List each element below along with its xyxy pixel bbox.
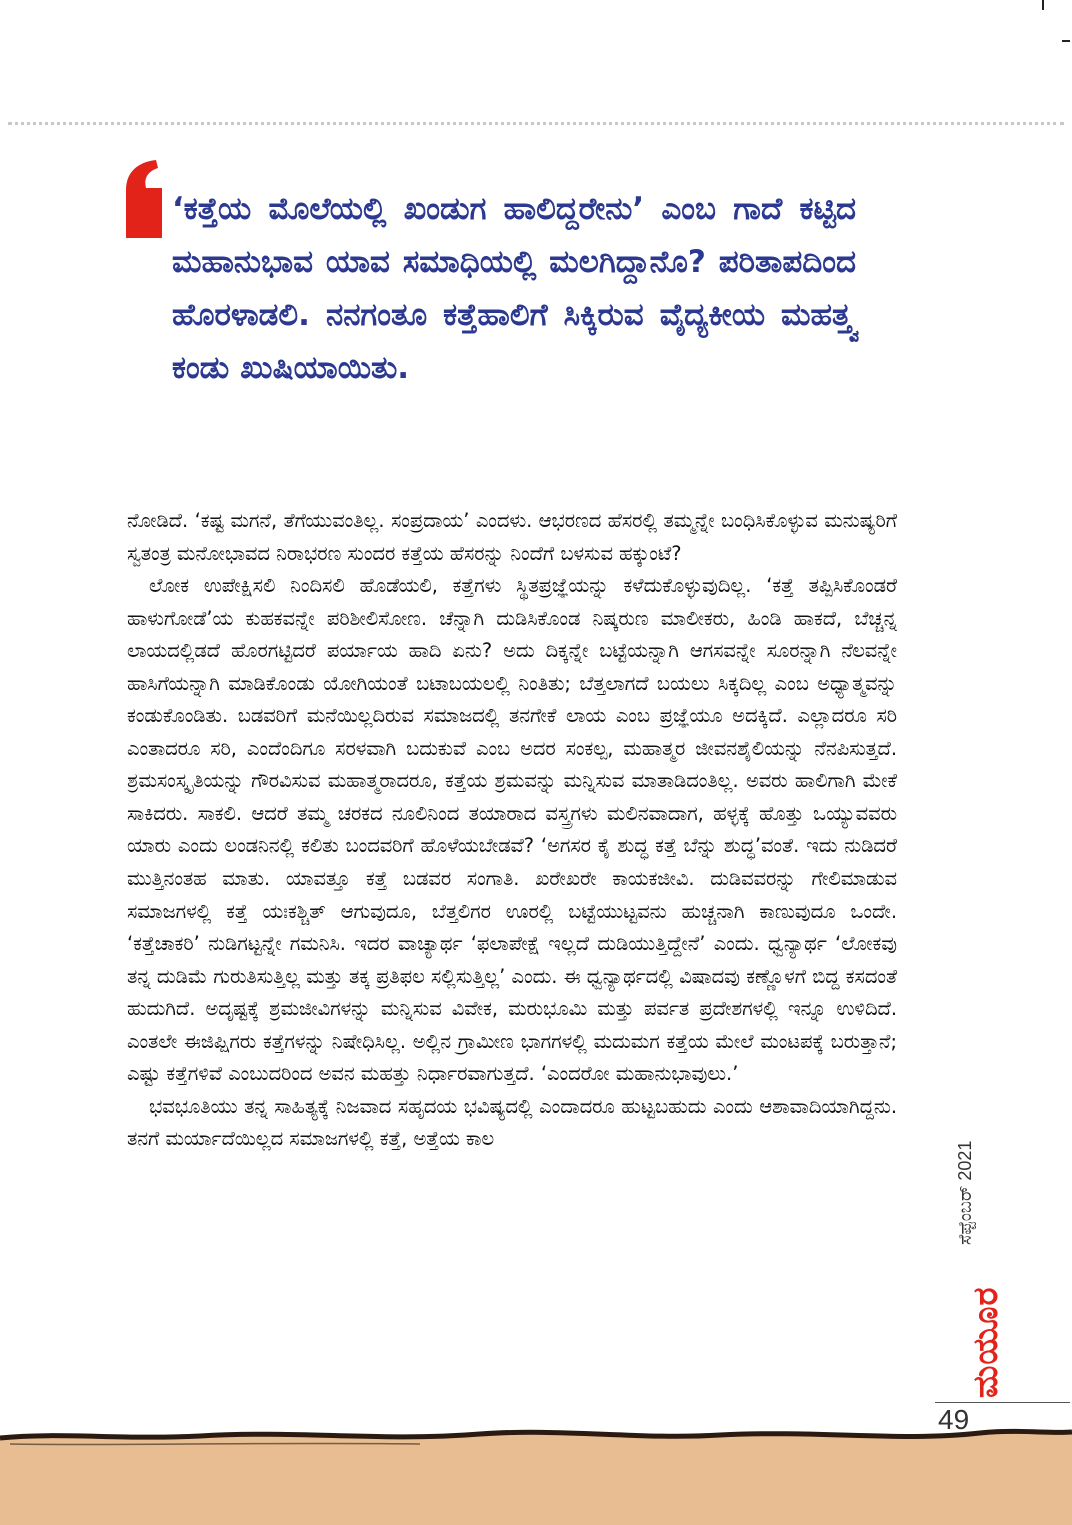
- quote-mark-icon: [122, 160, 168, 238]
- issue-date-label: ಸೆಪ್ಟೆಂಬರ್ 2021: [955, 1140, 975, 1245]
- page-number-rule: [935, 1402, 1070, 1403]
- issue-date: [943, 1095, 975, 1245]
- decorative-bottom-band: [0, 1420, 1072, 1525]
- paragraph-3: ಭವಭೂತಿಯು ತನ್ನ ಸಾಹಿತ್ಯಕ್ಕೆ ನಿಜವಾದ ಸಹೃದಯ ಭವಿಷ್ಯದಲ್ಲಿ ಎಂದಾದರೂ ಹುಟ್ಟಬಹುದು ಎಂದು ಆಶಾವಾದಿಯಾಗಿದ್ದನು. ತನಗೆ ಮರ್ಯಾದೆಯಿಲ್ಲದ ಸಮಾಜಗಳಲ್ಲಿ ಕತ್ತೆ, ಅತ್ತೆಯ ಕಾಲ: [127, 1094, 897, 1151]
- article-body: [127, 505, 897, 1156]
- crop-mark-right-top: [1062, 40, 1070, 42]
- top-dotted-divider: [8, 122, 1064, 125]
- magazine-logo: [928, 1238, 1006, 1398]
- paragraph-1: ನೋಡಿದೆ. ‘ಕಷ್ಟ ಮಗನೆ, ತೆಗೆಯುವಂತಿಲ್ಲ. ಸಂಪ್ರದಾಯ’ ಎಂದಳು. ಆಭರಣದ ಹೆಸರಲ್ಲಿ ತಮ್ಮನ್ನೇ ಬಂಧಿಸಿಕೊಳ್ಳುವ ಮನುಷ್ಯರಿಗೆ ಸ್ವತಂತ್ರ ಮನೋಭಾವದ ನಿರಾಭರಣ ಸುಂದರ ಕತ್ತೆಯ ಹೆಸರನ್ನು ನಿಂದೆಗೆ ಬಳಸುವ ಹಕ್ಕುಂಟೆ?: [127, 509, 897, 565]
- magazine-logo-text: ಮಯೂರ: [966, 1286, 1006, 1398]
- crop-mark-top-right: [1042, 0, 1044, 10]
- page-number: 49: [938, 1404, 970, 1435]
- paragraph-2: ಲೋಕ ಉಪೇಕ್ಷಿಸಲಿ ನಿಂದಿಸಲಿ ಹೊಡೆಯಲಿ, ಕತ್ತೆಗಳು ಸ್ಥಿತಪ್ರಜ್ಞೆಯನ್ನು ಕಳೆದುಕೊಳ್ಳುವುದಿಲ್ಲ. ‘ಕತ್ತೆ ತಪ್ಪಿಸಿಕೊಂಡರೆ ಹಾಳುಗೋಡೆ’ಯ ಕುಹಕವನ್ನೇ ಪರಿಶೀಲಿಸೋಣ. ಚೆನ್ನಾಗಿ ದುಡಿಸಿಕೊಂಡ ನಿಷ್ಕರುಣ ಮಾಲೀಕರು, ಹಿಂಡಿ ಹಾಕದೆ, ಬೆಚ್ಚನ್ನ ಲಾಯದಲ್ಲಿಡದೆ ಹೊರಗಟ್ಟಿದರೆ ಪರ್ಯಾಯ ಹಾದಿ ಏನು? ಅದು ದಿಕ್ಕನ್ನೇ ಬಟ್ಟೆಯನ್ನಾಗಿ ಆಗಸವನ್ನೇ ಸೂರನ್ನಾಗಿ ನೆಲವನ್ನೇ ಹಾಸಿಗೆಯನ್ನಾಗಿ ಮಾಡಿಕೊಂಡು ಯೋಗಿಯಂತೆ ಬಟಾಬಯಲಲ್ಲಿ ನಿಂತಿತು; ಬೆತ್ತಲಾಗದೆ ಬಯಲು ಸಿಕ್ಕದಿಲ್ಲ ಎಂಬ ಅಧ್ಯಾತ್ಮವನ್ನು ಕಂಡುಕೊಂಡಿತು. ಬಡವರಿಗೆ ಮನೆಯಿಲ್ಲದಿರುವ ಸಮಾಜದಲ್ಲಿ ತನಗೇಕೆ ಲಾಯ ಎಂಬ ಪ್ರಜ್ಞೆಯೂ ಅದಕ್ಕಿದೆ. ಎಲ್ಲಾದರೂ ಸರಿ ಎಂತಾದರೂ ಸರಿ, ಎಂದೆಂದಿಗೂ ಸರಳವಾಗಿ ಬದುಕುವೆ ಎಂಬ ಅದರ ಸಂಕಲ್ಪ, ಮಹಾತ್ಮರ ಜೀವನಶೈಲಿಯನ್ನು ನೆನಪಿಸುತ್ತದೆ. ಶ್ರಮಸಂಸ್ಕೃತಿಯನ್ನು ಗೌರವಿಸುವ ಮಹಾತ್ಮರಾದರೂ, ಕತ್ತೆಯ ಶ್ರಮವನ್ನು ಮನ್ನಿಸುವ ಮಾತಾಡಿದಂತಿಲ್ಲ. ಅವರು ಹಾಲಿಗಾಗಿ ಮೇಕೆ ಸಾಕಿದರು. ಸಾಕಲಿ. ಆದರೆ ತಮ್ಮ ಚರಕದ ನೂಲಿನಿಂದ ತಯಾರಾದ ವಸ್ತ್ರಗಳು ಮಲಿನವಾದಾಗ, ಹಳ್ಳಕ್ಕೆ ಹೊತ್ತು ಒಯ್ಯುವವರು ಯಾರು ಎಂದು ಲಂಡನಿನಲ್ಲಿ ಕಲಿತು ಬಂದವರಿಗೆ ಹೊಳೆಯಬೇಡವೆ? ‘ಅಗಸರ ಕೈ ಶುದ್ಧ ಕತ್ತೆ ಬೆನ್ನು ಶುದ್ಧ’ವಂತೆ. ಇದು ನುಡಿದರೆ ಮುತ್ತಿನಂತಹ ಮಾತು. ಯಾವತ್ತೂ ಕತ್ತೆ ಬಡವರ ಸಂಗಾತಿ. ಖರೇಖರೇ ಕಾಯಕಜೀವಿ. ದುಡಿವವರನ್ನು ಗೇಲಿಮಾಡುವ ಸಮಾಜಗಳಲ್ಲಿ ಕತ್ತೆ ಯಃಕಶ್ಚಿತ್ ಆಗುವುದೂ, ಬೆತ್ತಲಿಗರ ಊರಲ್ಲಿ ಬಟ್ಟೆಯುಟ್ಟವನು ಹುಚ್ಚನಾಗಿ ಕಾಣುವುದೂ ಒಂದೇ. ‘ಕತ್ತೆಚಾಕರಿ’ ನುಡಿಗಟ್ಟನ್ನೇ ಗಮನಿಸಿ. ಇದರ ವಾಚ್ಯಾರ್ಥ ‘ಫಲಾಪೇಕ್ಷೆ ಇಲ್ಲದೆ ದುಡಿಯುತ್ತಿದ್ದೇನೆ’ ಎಂದು. ಧ್ವನ್ಯಾರ್ಥ ‘ಲೋಕವು ತನ್ನ ದುಡಿಮೆ ಗುರುತಿಸುತ್ತಿಲ್ಲ ಮತ್ತು ತಕ್ಕ ಪ್ರತಿಫಲ ಸಲ್ಲಿಸುತ್ತಿಲ್ಲ’ ಎಂದು. ಈ ಧ್ವನ್ಯಾರ್ಥದಲ್ಲಿ ವಿಷಾದವು ಕಣ್ಣೊಳಗೆ ಬಿದ್ದ ಕಸದಂತೆ ಹುದುಗಿದೆ. ಅದೃಷ್ಟಕ್ಕೆ ಶ್ರಮಜೀವಿಗಳನ್ನು ಮನ್ನಿಸುವ ವಿವೇಕ, ಮರುಭೂಮಿ ಮತ್ತು ಪರ್ವತ ಪ್ರದೇಶಗಳಲ್ಲಿ ಇನ್ನೂ ಉಳಿದಿದೆ. ಎಂತಲೇ ಈಜಿಪ್ಷಿಗರು ಕತ್ತೆಗಳನ್ನು ನಿಷೇಧಿಸಿಲ್ಲ. ಅಲ್ಲಿನ ಗ್ರಾಮೀಣ ಭಾಗಗಳಲ್ಲಿ ಮದುಮಗ ಕತ್ತೆಯ ಮೇಲೆ ಮಂಟಪಕ್ಕೆ ಬರುತ್ತಾನೆ; ಎಷ್ಟು ಕತ್ತೆಗಳಿವೆ ಎಂಬುದರಿಂದ ಅವನ ಮಹತ್ತು ನಿರ್ಧಾರವಾಗುತ್ತದೆ. ‘ಎಂದರೋ ಮಹಾನುಭಾವುಲು.’: [127, 574, 898, 1086]
- pull-quote: ‘ಕತ್ತೆಯ ಮೊಲೆಯಲ್ಲಿ ಖಂಡುಗ ಹಾಲಿದ್ದರೇನು’ ಎಂಬ ಗಾದೆ ಕಟ್ಟಿದ ಮಹಾನುಭಾವ ಯಾವ ಸಮಾಧಿಯಲ್ಲಿ ಮಲಗಿದ್ದಾನೊ? ಪರಿತಾಪದಿಂದ ಹೊರಳಾಡಲಿ. ನನಗಂತೂ ಕತ್ತೆಹಾಲಿಗೆ ಸಿಕ್ಕಿರುವ ವೈದ್ಯಕೀಯ ಮಹತ್ತ್ವ ಕಂಡು ಖುಷಿಯಾಯಿತು.: [172, 191, 856, 386]
